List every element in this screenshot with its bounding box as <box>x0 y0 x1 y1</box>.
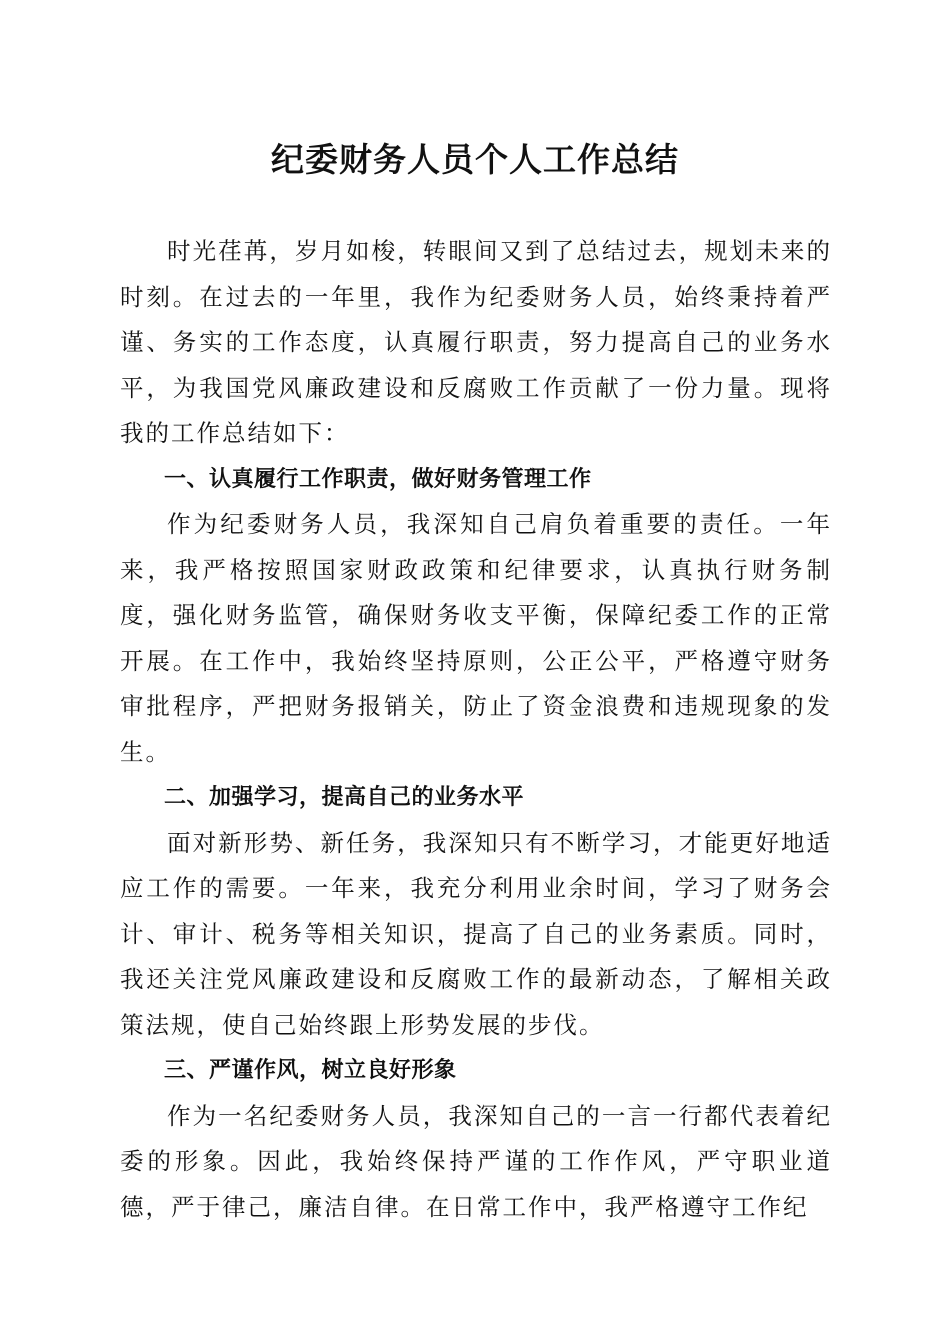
section-paragraph-2: 面对新形势、新任务，我深知只有不断学习，才能更好地适应工作的需要。一年来，我充分利用业余时间，学习了财务会计、审计、税务等相关知识，提高了自己的业务素质。同时，我还关注党风廉政建设和反腐败工作的最新动态，了解相关政策法规，使自己始终跟上形势发展的步伐。 <box>120 828 832 1039</box>
section-paragraph-1: 作为纪委财务人员，我深知自己肩负着重要的责任。一年来，我严格按照国家财政政策和纪律要求，认真执行财务制度，强化财务监管，确保财务收支平衡，保障纪委工作的正常开展。在工作中，我始终坚持原则，公正公平，严格遵守财务审批程序，严把财务报销关，防止了资金浪费和违规现象的发生。 <box>120 510 832 766</box>
section-heading-1: 一、认真履行工作职责，做好财务管理工作 <box>164 466 592 492</box>
intro-paragraph: 时光荏苒，岁月如梭，转眼间又到了总结过去，规划未来的时刻。在过去的一年里，我作为纪委财务人员，始终秉持着严谨、务实的工作态度，认真履行职责，努力提高自己的业务水平，为我国党风廉政建设和反腐败工作贡献了一份力量。现将我的工作总结如下： <box>120 237 832 447</box>
document-body <box>120 229 832 1230</box>
section-heading-3: 三、严谨作风，树立良好形象 <box>164 1058 457 1083</box>
section-paragraph-3: 作为一名纪委财务人员，我深知自己的一言一行都代表着纪委的形象。因此，我始终保持严谨的工作作风，严守职业道德，严于律己，廉洁自律。在日常工作中，我严格遵守工作纪 <box>120 1101 832 1221</box>
section-heading-2: 二、加强学习，提高自己的业务水平 <box>164 785 525 810</box>
document-title: 纪委财务人员个人工作总结 <box>271 140 679 179</box>
